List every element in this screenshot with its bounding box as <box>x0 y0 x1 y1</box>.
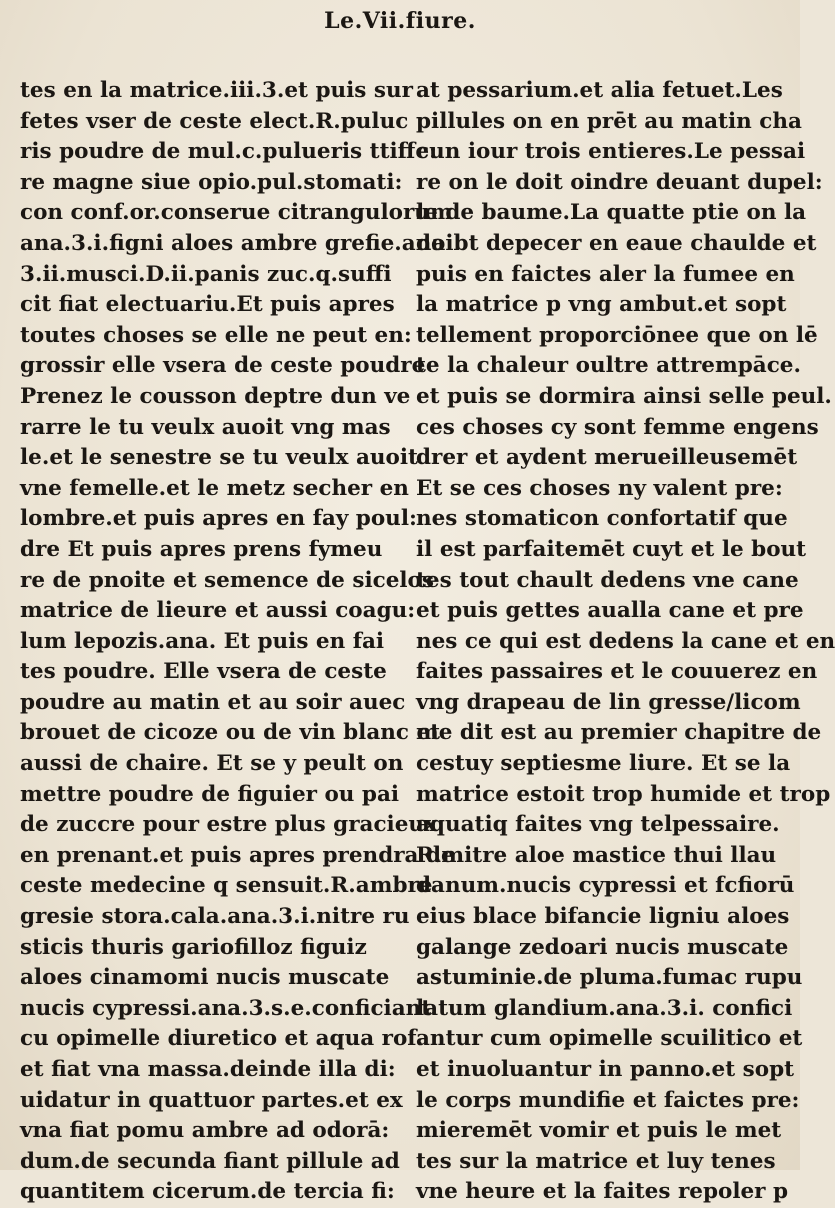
text-line: latum glandium.ana.3.i. confici <box>416 995 793 1021</box>
text-line: Prenez le cousson deptre dun ve <box>20 383 411 409</box>
text-line: con conf.or.conserue citrangulorum <box>20 200 453 226</box>
running-header: Le.Vii.fiure. <box>324 8 476 34</box>
text-line: nes ce qui est dedens la cane et en <box>416 628 835 654</box>
text-line: at pessarium.et alia fetuet.Les <box>416 78 783 103</box>
text-line: dum.de secunda fiant pillule ad <box>20 1148 400 1174</box>
text-line: lombre.et puis apres en fay poul: <box>20 506 417 532</box>
text-line: il est parfaitemēt cuyt et le bout <box>416 536 807 562</box>
text-line: vne heure et la faites repoler p <box>416 1179 789 1205</box>
text-line: Et se ces choses ny valent pre: <box>416 475 783 501</box>
text-line: eius blace bifancie ligniu aloes <box>416 904 790 930</box>
text-line: brouet de cicoze ou de vin blanc et <box>20 720 441 746</box>
text-line: puis en faictes aler la fumee en <box>416 261 795 287</box>
text-line: et fiat vna massa.deinde illa di: <box>20 1057 396 1082</box>
text-line: aloes cinamomi nucis muscate <box>20 965 390 991</box>
text-line: mettre poudre de figuier ou pai <box>20 781 400 807</box>
text-line: aquatiq faites vng telpessaire. <box>416 812 780 838</box>
text-line: et puis gettes aualla cane et pre <box>416 598 804 624</box>
text-line: grossir elle vsera de ceste poudre <box>20 353 426 379</box>
text-line: 3.ii.musci.D.ii.panis zuc.q.suffi <box>20 261 392 287</box>
text-line: le.et le senestre se tu veulx auoit <box>20 445 418 471</box>
text-line: tes poudre. Elle vsera de ceste <box>20 659 387 685</box>
text-line: danum.nucis cypressi et fcfiorū <box>416 873 795 899</box>
text-line: aussi de chaire. Et se y peult on <box>20 751 404 777</box>
text-line: antur cum opimelle scuilitico et <box>416 1026 803 1052</box>
text-line: vng drapeau de lin gresse/licom <box>416 689 801 715</box>
text-line: ana.3.i.figni aloes ambre grefie.ana <box>20 230 446 256</box>
text-line: tellement proporciōnee que on lē <box>416 322 818 348</box>
text-line: R.mitre aloe mastice thui llau <box>416 842 777 868</box>
text-line: gresie stora.cala.ana.3.i.nitre ru <box>20 904 410 930</box>
text-line: de zuccre pour estre plus gracieux <box>20 812 437 838</box>
text-line: tes tout chault dedens vne cane <box>416 567 799 593</box>
text-line: toutes choses se elle ne peut en: <box>20 322 412 348</box>
text-line: galange zedoari nucis muscate <box>416 934 789 960</box>
text-line: cu opimelle diuretico et aqua rof. <box>20 1026 424 1052</box>
text-line: et puis se dormira ainsi selle peul. <box>416 383 832 409</box>
text-line: dre Et puis apres prens fymeu <box>20 536 383 562</box>
text-line: faites passaires et le couuerez en <box>416 659 818 685</box>
text-line: re magne siue opio.pul.stomati: <box>20 169 403 195</box>
text-line: nes stomaticon confortatif que <box>416 506 788 532</box>
text-line: rarre le tu veulx auoit vng mas <box>20 414 391 440</box>
right-text-column <box>416 76 835 1208</box>
text-line: poudre au matin et au soir auec <box>20 689 406 715</box>
text-line: le corps mundifie et faictes pre: <box>416 1087 800 1113</box>
text-line: pillules on en prēt au matin cha <box>416 108 802 134</box>
left-text-column <box>20 76 455 1208</box>
text-line: cun iour trois entieres.Le pessai <box>416 139 806 165</box>
text-line: nucis cypressi.ana.3.s.e.conficiant <box>20 995 432 1021</box>
text-line: vna fiat pomu ambre ad odorā: <box>20 1118 390 1144</box>
text-line: astuminie.de pluma.fumac rupu <box>416 965 803 991</box>
text-line: re on le doit oindre deuant dupel: <box>416 169 823 195</box>
text-line: tes en la matrice.iii.3.et puis sur <box>20 78 413 103</box>
text-line: matrice de lieure et aussi coagu: <box>20 598 416 624</box>
text-line: ceste medecine q sensuit.R.ambre <box>20 873 433 899</box>
text-line: matrice estoit trop humide et trop <box>416 781 831 807</box>
text-line: mieremēt vomir et puis le met <box>416 1118 782 1144</box>
text-line: le de baume.La quatte ptie on la <box>416 200 807 226</box>
text-line: cit fiat electuariu.Et puis apres <box>20 292 395 318</box>
text-line: vne femelle.et le metz secher en <box>20 475 409 501</box>
text-line: re de pnoite et semence de sicelos <box>20 567 435 593</box>
text-line: tes sur la matrice et luy tenes <box>416 1148 776 1174</box>
text-line: ces choses cy sont femme engens <box>416 414 819 440</box>
text-line: fetes vser de ceste elect.R.puluc <box>20 108 409 134</box>
text-line: doibt depecer en eaue chaulde et <box>416 230 817 256</box>
text-line: uidatur in quattuor partes.et ex <box>20 1087 403 1113</box>
text-line: ris poudre de mul.c.pulueris ttiffe: <box>20 139 437 165</box>
text-line: cestuy septiesme liure. Et se la <box>416 751 791 777</box>
text-line: et inuoluantur in panno.et sopt <box>416 1057 795 1082</box>
text-line: la matrice p vng ambut.et sopt <box>416 292 787 318</box>
text-line: drer et aydent merueilleusemēt <box>416 445 798 471</box>
text-line: me dit est au premier chapitre de <box>416 720 822 746</box>
text-line: te la chaleur oultre attrempāce. <box>416 353 801 379</box>
text-line: en prenant.et puis apres prendra de <box>20 842 455 868</box>
text-line: lum lepozis.ana. Et puis en fai <box>20 628 385 654</box>
text-line: sticis thuris gariofilloz figuiz <box>20 934 367 960</box>
text-line: quantitem cicerum.de tercia fi: <box>20 1179 395 1205</box>
